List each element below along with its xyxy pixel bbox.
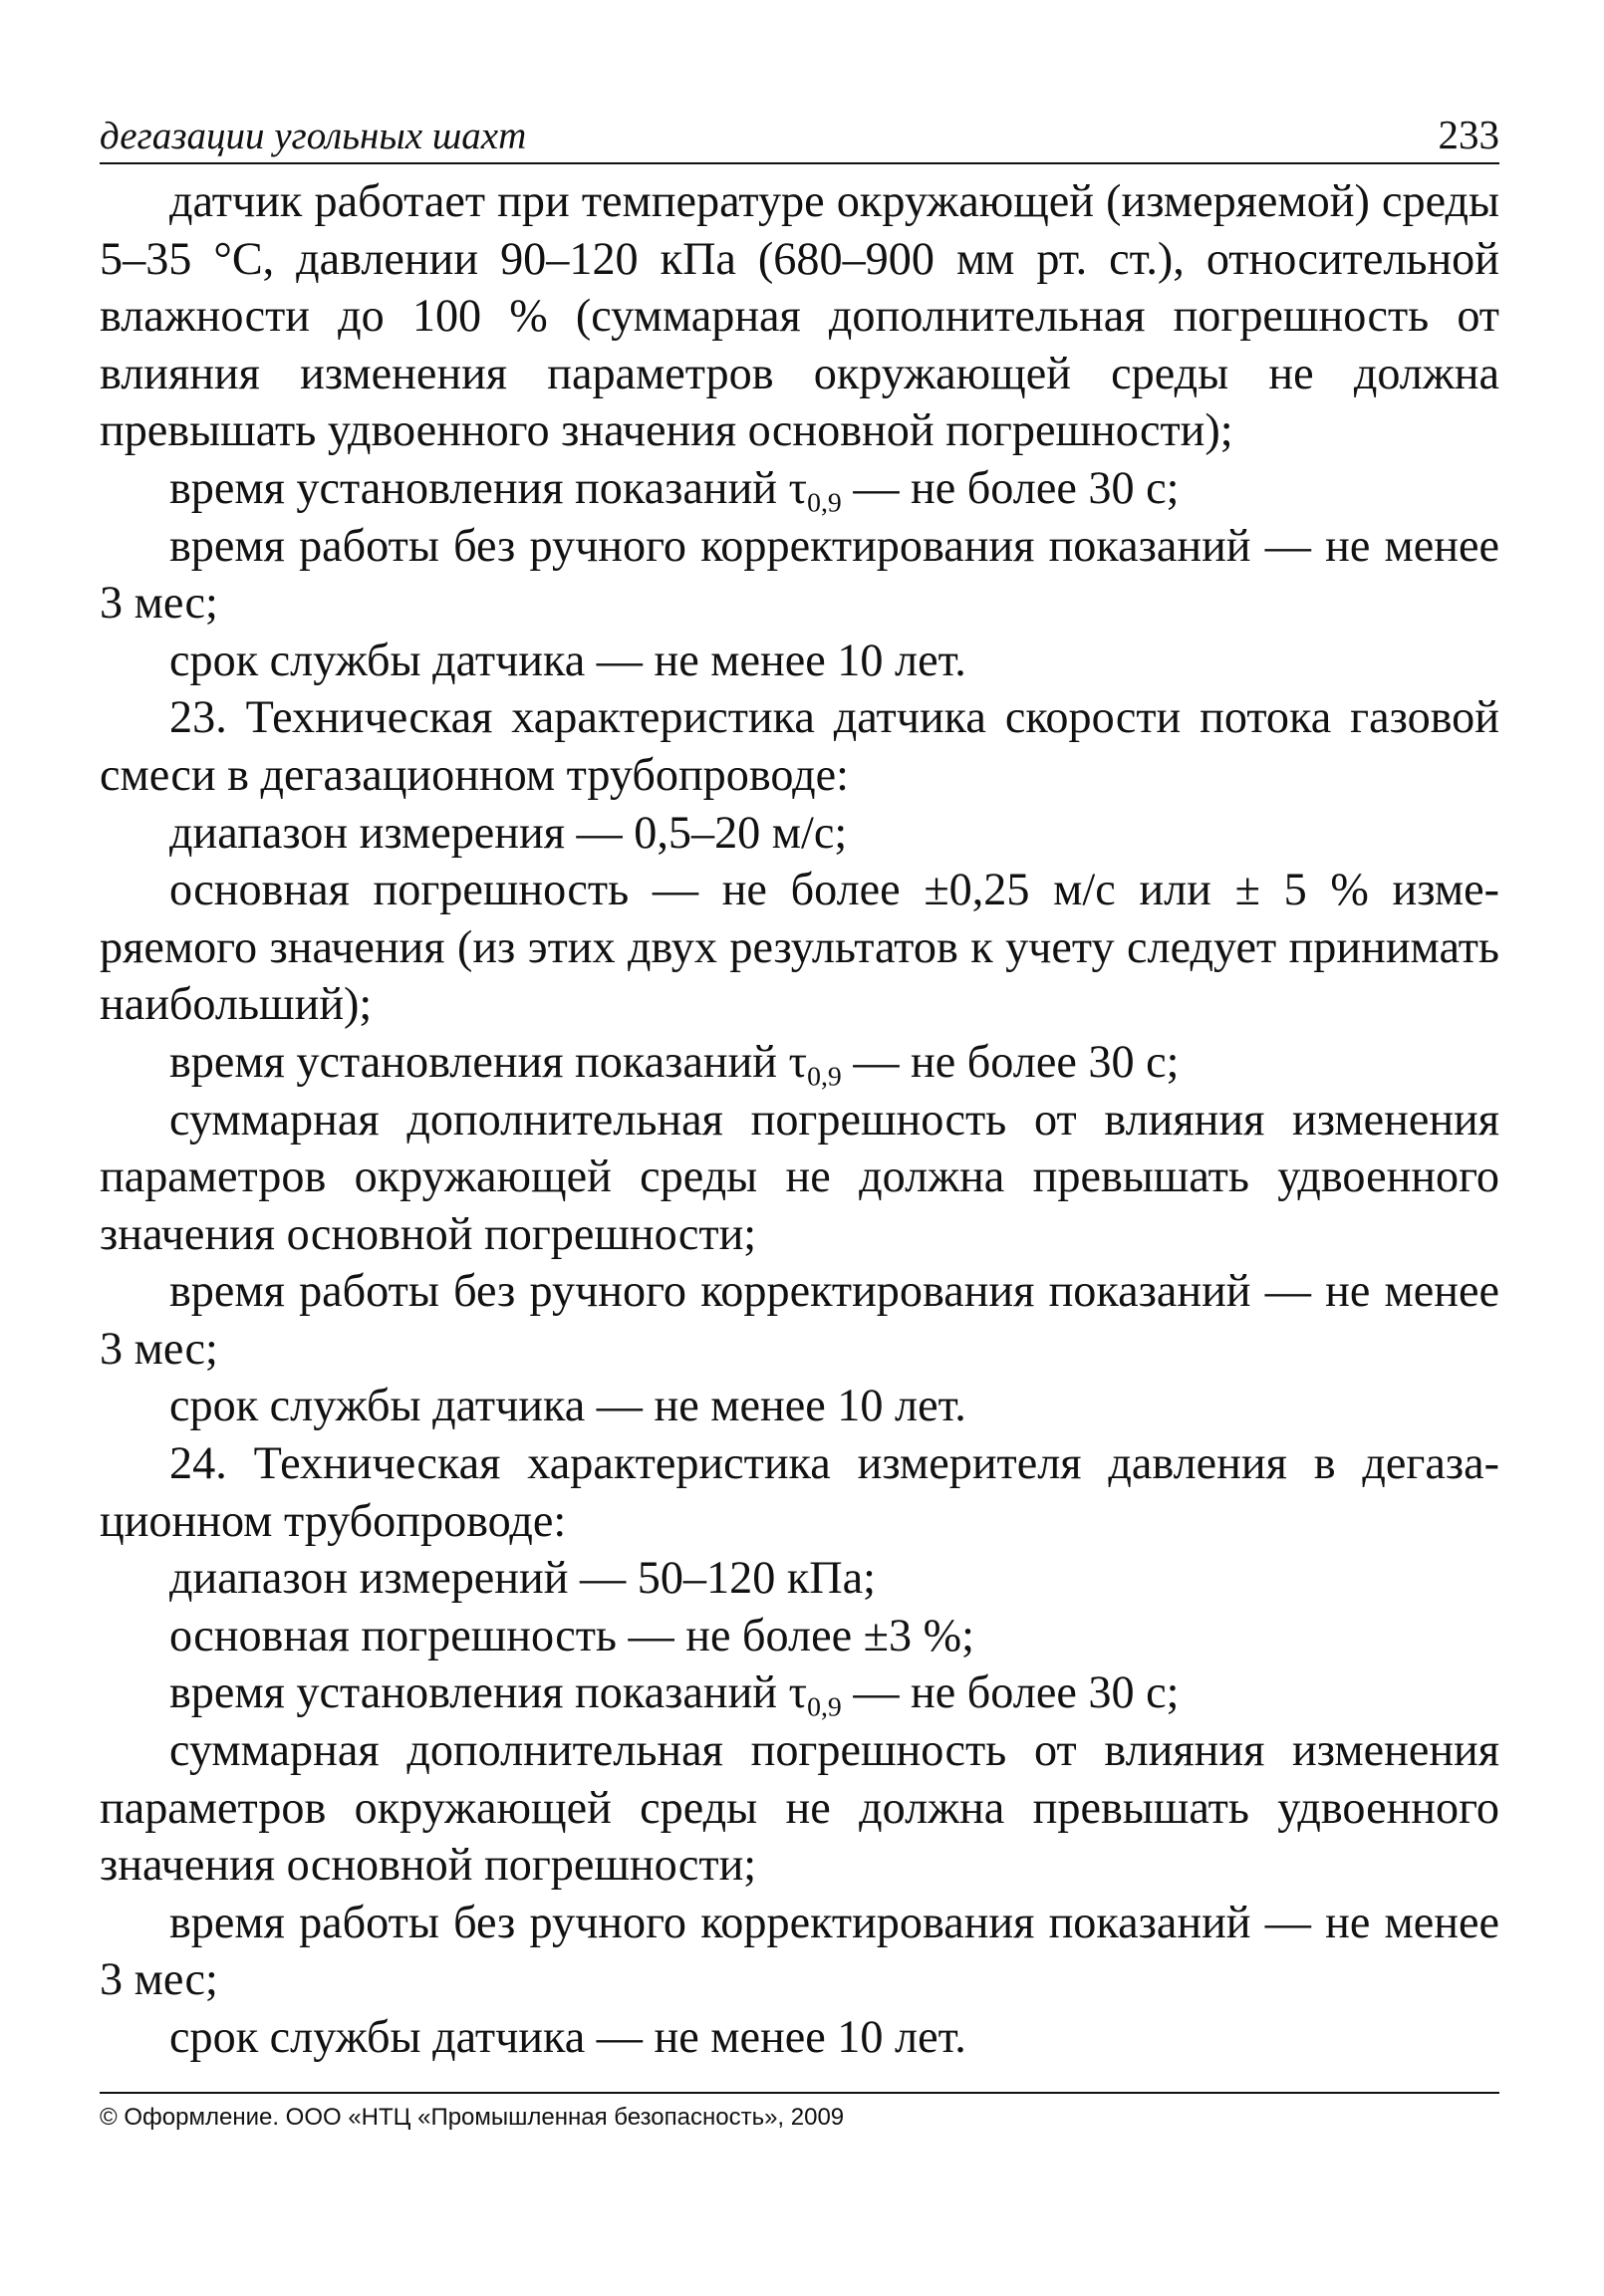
footer — [100, 2092, 1499, 2132]
tau-symbol: τ — [788, 461, 808, 513]
running-header — [100, 105, 1499, 164]
paragraph: 24. Техническая характеристика измерителя давления в дегазационном трубопроводе: — [100, 1437, 1499, 1546]
paragraph — [100, 459, 1499, 517]
text-run: время установления показаний — [169, 461, 789, 513]
tau-subscript: 0,9 — [807, 1060, 842, 1092]
text-run: время установления показаний — [169, 1666, 789, 1718]
page-number: 233 — [1438, 112, 1499, 157]
tau-subscript: 0,9 — [807, 1690, 842, 1722]
running-title: дегазации угольных шахт — [100, 115, 527, 157]
paragraph: основная погрешность — не более ±0,25 м/с или ± 5 % измеряемого значения (из этих двух результатов к учету следует принимать наибольший); — [100, 864, 1499, 1030]
text-run: — не более 30 с; — [841, 1666, 1180, 1718]
text-run: время установления показаний — [169, 1035, 789, 1087]
paragraph: срок службы датчика — не менее 10 лет. — [169, 2011, 966, 2062]
paragraph: срок службы датчика — не менее 10 лет. — [169, 634, 966, 685]
tau-subscript: 0,9 — [807, 486, 842, 518]
paragraph: время работы без ручного корректирования показаний — не менее 3 мес; — [100, 1896, 1499, 2005]
paragraph: время работы без ручного корректирования показаний — не менее 3 мес; — [100, 1265, 1499, 1374]
paragraph: диапазон измерений — 50–120 кПа; — [169, 1552, 876, 1604]
paragraph: основная погрешность — не более ±3 %; — [169, 1609, 974, 1660]
book-page — [100, 105, 1499, 2066]
paragraph: суммарная дополнительная погрешность от влияния изменения параметров окружающей среды не должна превышать удвоенного значения основной погрешности; — [100, 1093, 1499, 1259]
text-run: — не более 30 с; — [841, 1035, 1180, 1087]
paragraph: срок службы датчика — не менее 10 лет. — [169, 1380, 966, 1431]
paragraph: 23. Техническая характеристика датчика скорости потока газовой смеси в дегазационном трубопроводе: — [100, 691, 1499, 800]
copyright-notice: © Оформление. ООО «НТЦ «Промышленная безопасность», 2009 — [100, 2104, 845, 2131]
tau-symbol: τ — [788, 1666, 808, 1718]
body-text — [100, 172, 1499, 2066]
paragraph: диапазон измерения — 0,5–20 м/с; — [169, 806, 848, 858]
text-run: — не более 30 с; — [841, 461, 1180, 513]
paragraph — [100, 1033, 1499, 1091]
paragraph: суммарная дополнительная погрешность от влияния изменения параметров окружающей среды не должна превышать удвоенного значения основной погрешности; — [100, 1724, 1499, 1891]
tau-symbol: τ — [788, 1035, 808, 1087]
paragraph — [100, 1663, 1499, 1721]
paragraph: время работы без ручного корректирования показаний — не менее 3 мес; — [100, 519, 1499, 629]
paragraph: датчик работает при температуре окружающей (измеряемой) среды 5–35 °С, давлении 90–120 кПа (680–900 мм рт. ст.), относительной влажности до 100 % (суммарная дополнительная погрешность от влияния изменения параметров окружающей среды не должна превышать удвоенного значения основной погрешности); — [100, 175, 1499, 456]
